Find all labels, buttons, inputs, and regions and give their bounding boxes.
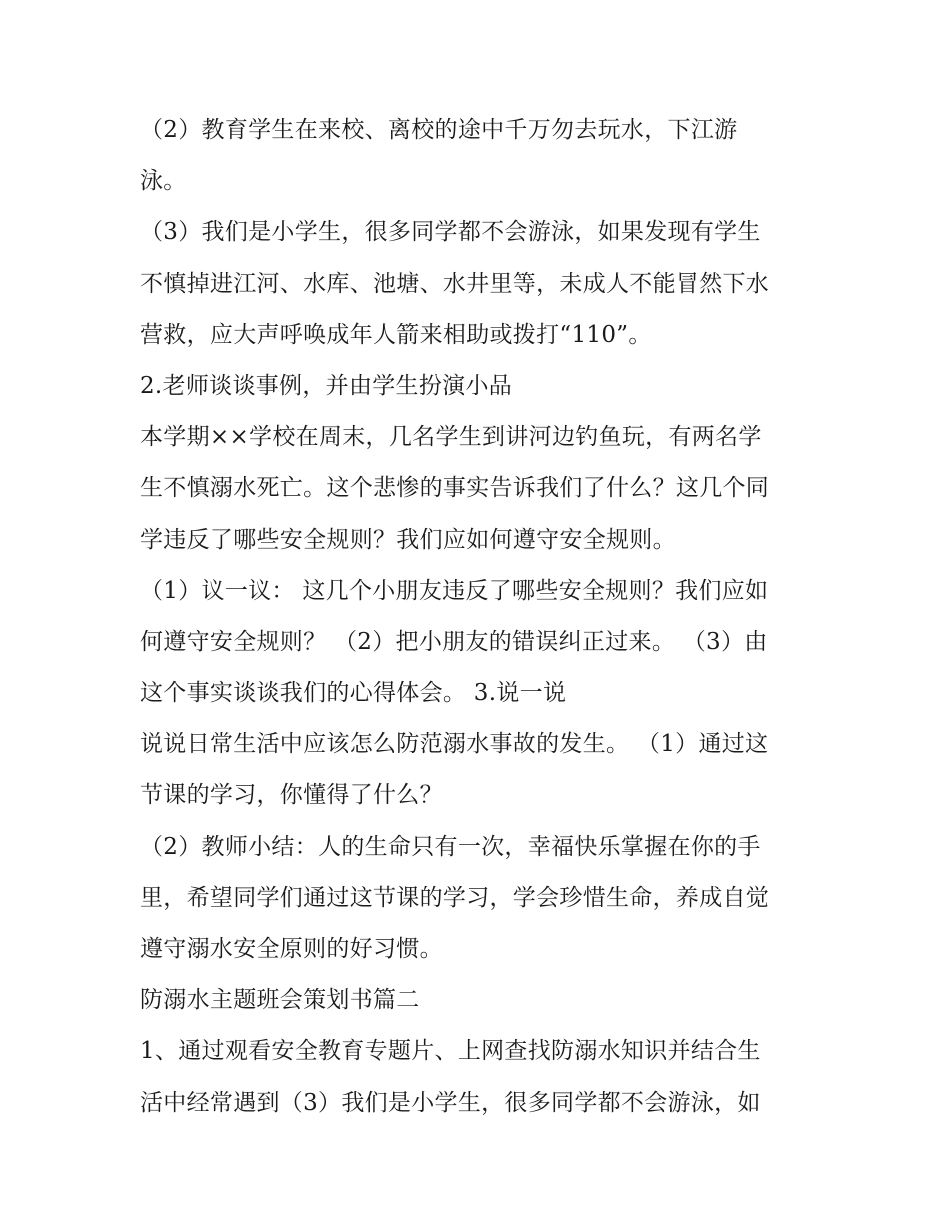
text-line: 不慎掉进江河、水库、池塘、水井里等，未成人不能冒然下水 [140,270,770,297]
text-line: 泳。 [140,168,187,195]
text-line: （3）我们是小学生，很多同学都不会游泳，如果发现有学生 [140,219,761,246]
text-line: 本学期××学校在周末，几名学生到讲河边钓鱼玩，有两名学 [140,424,762,451]
text-line: 遵守溺水安全原则的好习惯。 [140,936,443,962]
text-line: 说说日常生活中应该怎么防范溺水事故的发生。 （1）通过这 [140,731,769,758]
text-line: 里，希望同学们通过这节课的学习，学会珍惜生命，养成自觉 [140,884,770,911]
text-line: 活中经常遇到（3）我们是小学生，很多同学都不会游泳，如 [140,1089,761,1116]
text-line: （2）教师小结：人的生命只有一次，幸福快乐掌握在你的手 [140,833,761,860]
text-line: 1、通过观看安全教育专题片、上网查找防溺水知识并结合生 [140,1038,761,1065]
section-heading: 2.老师谈谈事例，并由学生扮演小品 [140,372,513,399]
text-line: （2）教育学生在来校、离校的途中千万勿去玩水，下江游 [140,117,738,143]
text-line: （1）议一议： 这几个小朋友违反了哪些安全规则？我们应如 [140,577,769,604]
text-line: 营救，应大声呼唤成年人箭来相助或拨打“110”。 [140,321,652,348]
text-line: 节课的学习，你懂得了什么？ [140,782,443,809]
text-line: 何遵守安全规则？ （2）把小朋友的错误纠正过来。 （3）由 [140,628,768,655]
text-line: 学违反了哪些安全规则？我们应如何遵守安全规则。 [140,526,676,553]
text-line: 这个事实谈谈我们的心得体会。 3.说一说 [140,680,567,707]
text-line: 生不慎溺水死亡。这个悲惨的事实告诉我们了什么？这几个同 [140,475,770,502]
section-heading: 防溺水主题班会策划书篇二 [140,987,420,1014]
document-body [140,105,820,1129]
